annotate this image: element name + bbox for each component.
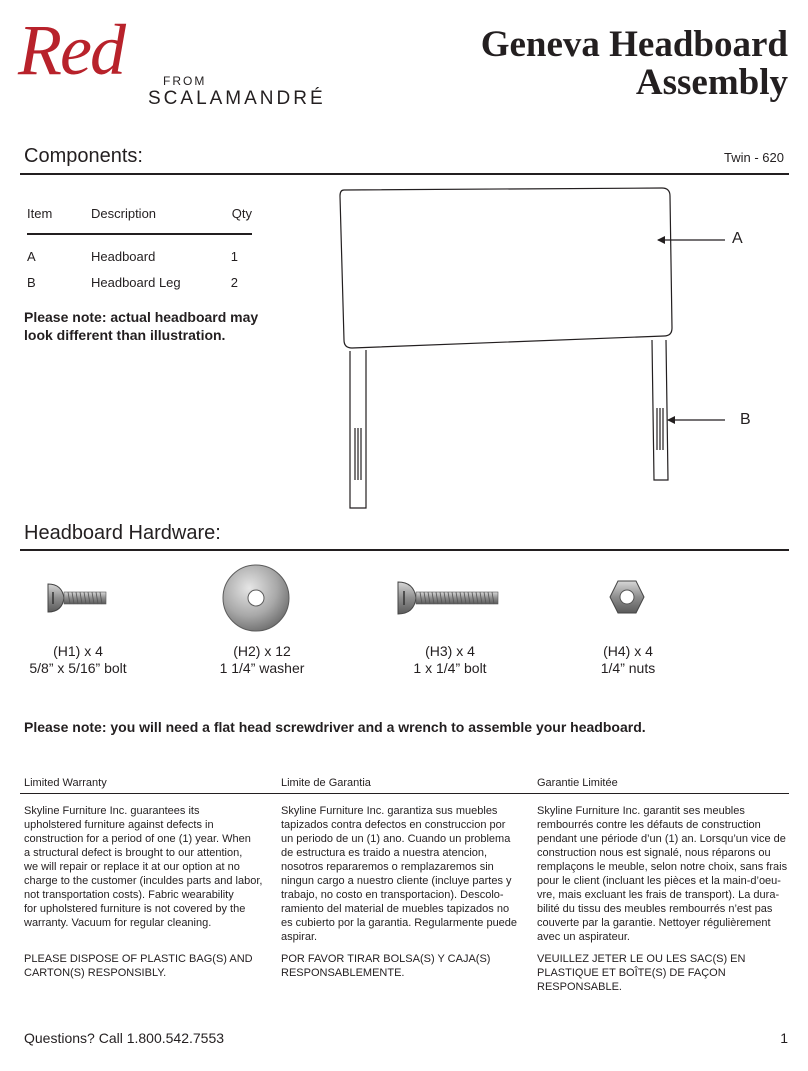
callout-a-label: A bbox=[732, 230, 743, 247]
logo-from: FROM bbox=[163, 74, 207, 88]
hardware-item-h4 bbox=[558, 643, 698, 677]
dispose-text-es: POR FAVOR TIRAR BOLSA(S) Y CAJA(S) RESPONSABLEMENTE. bbox=[281, 953, 491, 979]
row-qty: 2 bbox=[230, 274, 238, 290]
hardware-item-h2 bbox=[187, 643, 337, 677]
warranty-heading-fr: Garantie Limitée bbox=[537, 777, 618, 789]
warranty-text-en: Skyline Furniture Inc. guarantees its upholstered furniture against defects in construction for a period of one (1) year. When a structural defect is brought to our attention, we will repair or replace it at our option at no charge to the customer (inculdes parts and labor, not transportation costs). Fabric wearability for upholstered furniture is not covered by the warranty. Vacuum for regular cleaning. bbox=[24, 805, 263, 929]
long-bolt-icon bbox=[394, 578, 500, 618]
page-title bbox=[481, 26, 788, 102]
components-rule bbox=[20, 173, 789, 175]
hardware-item-h3 bbox=[380, 643, 520, 677]
components-table bbox=[27, 206, 252, 295]
hardware-item-h1 bbox=[8, 643, 148, 677]
questions-phone: Questions? Call 1.800.542.7553 bbox=[24, 1030, 225, 1046]
callout-b-arrow bbox=[667, 416, 675, 424]
hardware-desc: 1 1/4” washer bbox=[219, 660, 305, 676]
hardware-code: (H2) x 12 bbox=[233, 643, 291, 659]
hardware-code: (H1) x 4 bbox=[53, 643, 103, 659]
components-heading: Components: bbox=[24, 145, 143, 167]
tools-note: Please note: you will need a flat head screwdriver and a wrench to assemble your headboard. bbox=[24, 719, 646, 735]
hardware-desc: 1 x 1/4” bolt bbox=[413, 660, 487, 676]
hardware-rule bbox=[20, 549, 789, 551]
headboard-panel bbox=[340, 188, 672, 348]
hardware-code: (H3) x 4 bbox=[425, 643, 475, 659]
dispose-text-en: PLEASE DISPOSE OF PLASTIC BAG(S) AND CARTON(S) RESPONSIBLY. bbox=[24, 953, 253, 979]
warranty-heading-en: Limited Warranty bbox=[24, 777, 107, 789]
short-bolt-icon bbox=[44, 580, 108, 616]
page-number: 1 bbox=[780, 1030, 788, 1046]
headboard-diagram bbox=[330, 180, 760, 520]
dispose-text-fr: VEUILLEZ JETER LE OU LES SAC(S) EN PLASTIQUE ET BOÎTE(S) DE FAÇON RESPONSABLE. bbox=[537, 953, 746, 993]
warranty-text-es: Skyline Furniture Inc. garantiza sus muebles tapizados contra defectos en construccion por un periodo de un (1) ano. Cuando un problema de estructura es traido a nuestra atencion, nosotros repararemos o remplazaremos sin ningun cargo a nuestro cliente (incluye partes y trabajo, no costo en transportacion). Descolo- ramiento del material de muebles tapizados no es cubierto por la garantia. Regularmente puede aspirar. bbox=[281, 805, 518, 943]
row-qty: 1 bbox=[230, 248, 238, 264]
hex-nut-icon bbox=[608, 578, 646, 616]
title-line-1: Geneva Headboard bbox=[480, 24, 788, 65]
note-line-2: look different than illustration. bbox=[24, 327, 226, 343]
size-label: Twin - 620 bbox=[724, 150, 784, 165]
table-row bbox=[27, 234, 252, 269]
washer-icon bbox=[221, 563, 291, 633]
illustration-note bbox=[24, 308, 258, 344]
warranty-text-fr: Skyline Furniture Inc. garantit ses meubles rembourrés contre les défauts de construction pendant une période d’un (1) an. Lorsqu’un vice de construction nous est signalé, nous réparons ou remplaçons le meuble, selon notre choix, sans frais pour le client (incluant les pièces et la main-d’oeu- vre, mais excluant les frais de transport). La dura- bilité du tissu des meubles rembourrés n’est pas couverte par la garantie. Nettoyer régulièrement avec un aspirateur. bbox=[537, 805, 788, 943]
col-description: Description bbox=[91, 206, 221, 234]
row-item: B bbox=[27, 274, 36, 290]
hardware-code: (H4) x 4 bbox=[603, 643, 653, 659]
hardware-heading: Headboard Hardware: bbox=[24, 522, 221, 544]
col-qty: Qty bbox=[221, 206, 252, 234]
col-item: Item bbox=[27, 206, 91, 234]
warranty-rule bbox=[20, 793, 789, 794]
callout-b-label: B bbox=[740, 411, 751, 428]
note-line-1: Please note: actual headboard may bbox=[24, 309, 259, 325]
logo-brand: SCALAMANDRÉ bbox=[148, 88, 326, 109]
logo-script: Red bbox=[18, 10, 124, 90]
row-item: A bbox=[27, 248, 36, 264]
row-description: Headboard bbox=[91, 248, 156, 264]
row-description: Headboard Leg bbox=[91, 274, 181, 290]
callout-a-arrow bbox=[657, 236, 665, 244]
title-line-2: Assembly bbox=[635, 62, 788, 103]
warranty-heading-es: Limite de Garantia bbox=[281, 777, 371, 789]
hardware-desc: 1/4” nuts bbox=[600, 660, 656, 676]
hardware-desc: 5/8” x 5/16” bolt bbox=[29, 660, 127, 676]
table-row bbox=[27, 269, 252, 295]
